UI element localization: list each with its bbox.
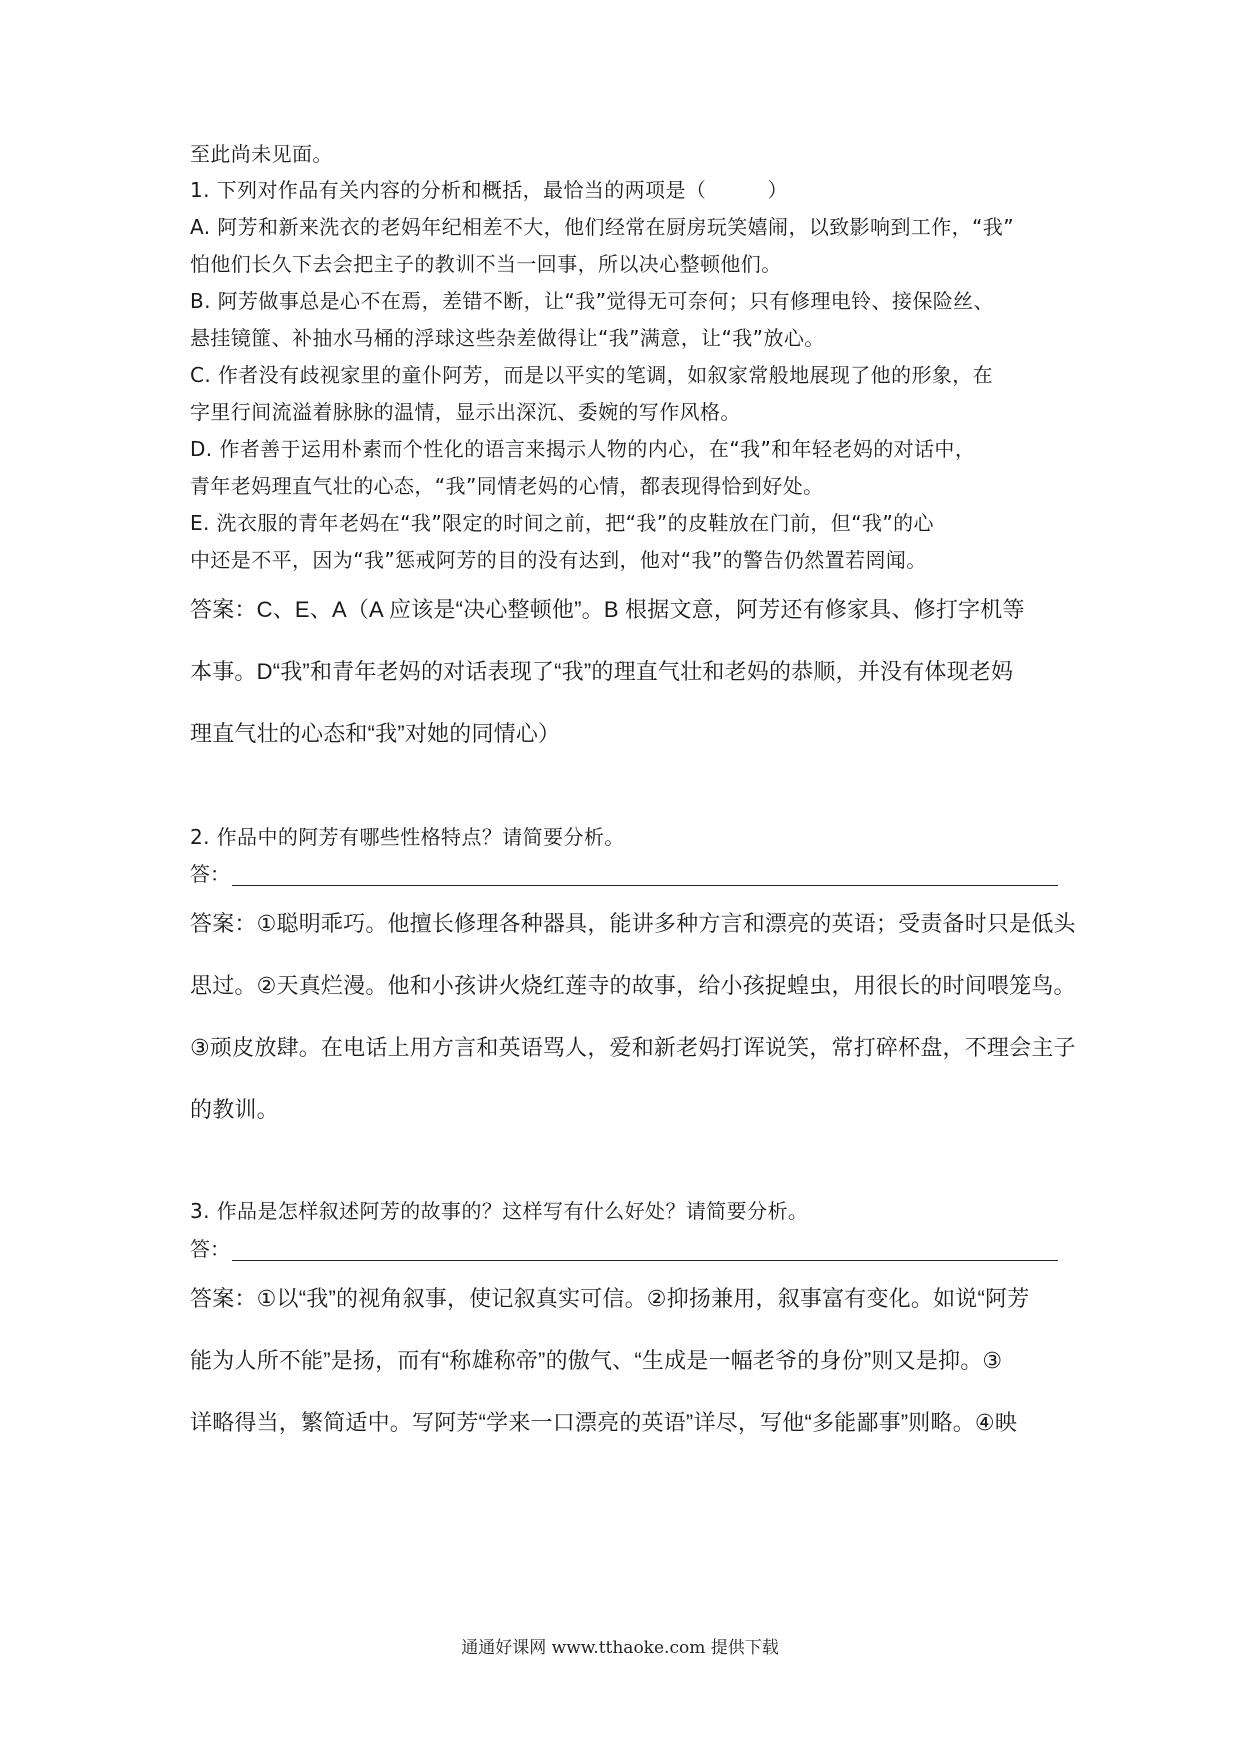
answer-2-line-4: 的教训。: [190, 1097, 279, 1122]
answer-2-line-1: 答案：①聪明乖巧。他擅长修理各种器具，能讲多种方言和漂亮的英语；受责备时只是低头: [190, 911, 1076, 936]
question-3: 3. 作品是怎样叙述阿芳的故事的？这样写有什么好处？请简要分析。: [190, 1199, 809, 1223]
option-d-line-2: 青年老妈理直气壮的心态，“我”同情老妈的心情，都表现得恰到好处。: [190, 474, 824, 498]
answer-label: 答：: [190, 862, 230, 886]
text-line: 至此尚未见面。: [190, 142, 333, 166]
option-d-line-1: D. 作者善于运用朴素而个性化的语言来揭示人物的内心，在“我”和年轻老妈的对话中，: [190, 437, 976, 461]
answer-1-line-1: 答案：C、E、A（A 应该是“决心整顿他”。B 根据文意，阿芳还有修家具、修打字机等: [190, 597, 1025, 622]
answer-blank-2: [190, 861, 1070, 887]
answer-3-line-2: 能为人所不能”是扬，而有“称雄称帝”的傲气、“生成是一幅老爷的身份”则又是抑。③: [190, 1348, 1003, 1373]
answer-2-line-3: ③顽皮放肆。在电话上用方言和英语骂人，爱和新老妈打诨说笑，常打碎杯盘，不理会主子: [190, 1035, 1076, 1060]
option-a-line-2: 怕他们长久下去会把主子的教训不当一回事，所以决心整顿他们。: [190, 252, 782, 276]
option-a-line-1: A. 阿芳和新来洗衣的老妈年纪相差不大，他们经常在厨房玩笑嬉闹，以致影响到工作，“我”: [190, 215, 1014, 239]
question-1: 1. 下列对作品有关内容的分析和概括，最恰当的两项是（ ）: [190, 178, 788, 202]
option-c-line-2: 字里行间流溢着脉脉的温情，显示出深沉、委婉的写作风格。: [190, 400, 741, 424]
option-e-line-1: E. 洗衣服的青年老妈在“我”限定的时间之前，把“我”的皮鞋放在门前，但“我”的心: [190, 511, 934, 535]
option-b-line-2: 悬挂镜篚、补抽水马桶的浮球这些杂差做得让“我”满意，让“我”放心。: [190, 326, 825, 350]
option-c-line-1: C. 作者没有歧视家里的童仆阿芳，而是以平实的笔调，如叙家常般地展现了他的形象，在: [190, 363, 994, 387]
answer-blank-3: [190, 1236, 1070, 1262]
answer-underline: [232, 1260, 1058, 1261]
option-b-line-1: B. 阿芳做事总是心不在焉，差错不断，让“我”觉得无可奈何；只有修理电铃、接保险丝、: [190, 289, 994, 313]
answer-underline: [232, 885, 1058, 886]
option-e-line-2: 中还是不平，因为“我”惩戒阿芳的目的没有达到，他对“我”的警告仍然置若罔闻。: [190, 548, 927, 572]
answer-1-line-3: 理直气壮的心态和“我”对她的同情心）: [190, 721, 561, 746]
answer-3-line-1: 答案：①以“我”的视角叙事，使记叙真实可信。②抑扬兼用，叙事富有变化。如说“阿芳: [190, 1286, 1030, 1311]
page-footer: 通通好课网 www.tthaoke.com 提供下载: [461, 1638, 779, 1658]
answer-label: 答：: [190, 1237, 230, 1261]
question-2: 2. 作品中的阿芳有哪些性格特点？请简要分析。: [190, 825, 625, 849]
answer-1-line-2: 本事。D“我”和青年老妈的对话表现了“我”的理直气壮和老妈的恭顺，并没有体现老妈: [190, 659, 1014, 684]
answer-2-line-2: 思过。②天真烂漫。他和小孩讲火烧红莲寺的故事，给小孩捉蝗虫，用很长的时间喂笼鸟。: [190, 973, 1076, 998]
answer-3-line-3: 详略得当，繁简适中。写阿芳“学来一口漂亮的英语”详尽，写他“多能鄙事”则略。④映: [190, 1410, 1018, 1435]
